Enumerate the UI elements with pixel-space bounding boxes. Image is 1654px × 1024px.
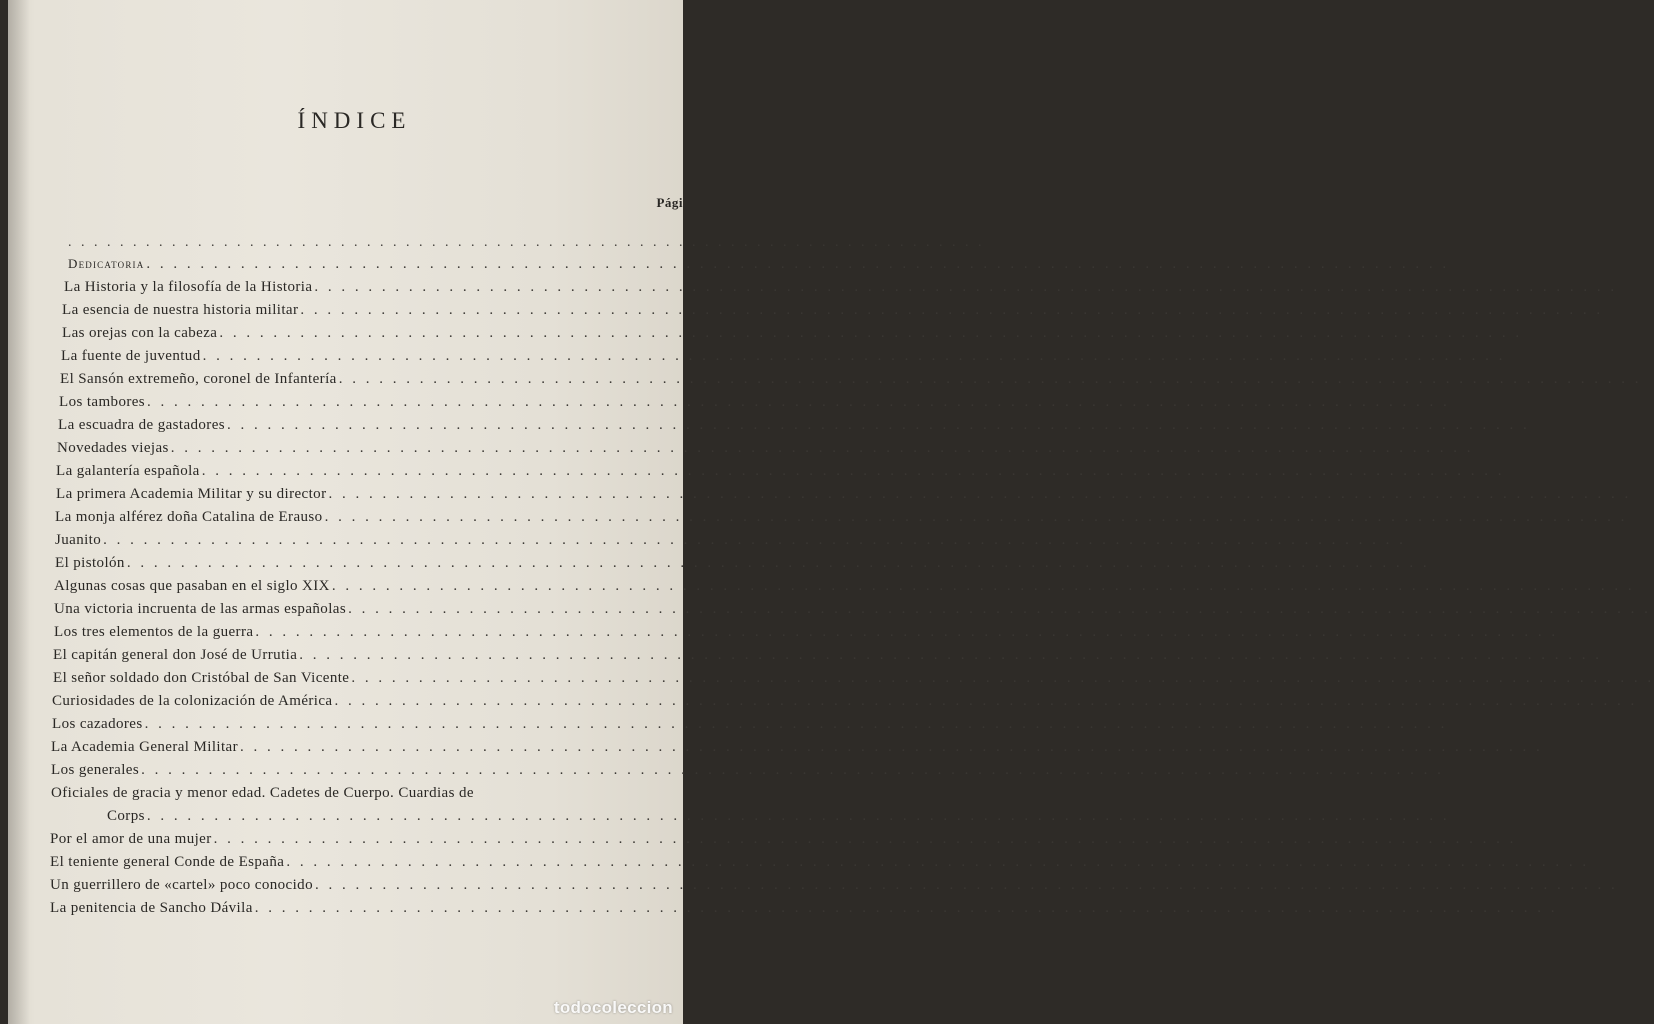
leader-dots bbox=[219, 324, 1522, 342]
leader-dots bbox=[286, 853, 1589, 871]
leader-dots bbox=[127, 554, 1430, 572]
leader-dots bbox=[255, 899, 1558, 917]
leader-dots bbox=[147, 393, 1450, 411]
index-entry bbox=[8, 618, 683, 641]
index-entry bbox=[8, 848, 683, 871]
index-entry-label: Corps bbox=[107, 808, 145, 824]
index-entry-label: Los generales bbox=[51, 762, 140, 778]
leader-dots bbox=[147, 807, 1450, 825]
index-entry-label: La fuente de juventud bbox=[61, 348, 201, 364]
leader-dots-row: . . . . . . . . . . . . . . . . . . . . . . . . . . . . . . . . . . . . . . . . . . . . . . . . . . . . . . . . . . . . . . . . . . . . . . . bbox=[68, 235, 985, 250]
leader-dots bbox=[145, 715, 1448, 733]
index-entry bbox=[8, 710, 683, 733]
leader-dots bbox=[325, 508, 1628, 526]
leader-dots bbox=[348, 600, 1651, 618]
page-column-label: Pági bbox=[656, 195, 683, 210]
leader-dots bbox=[299, 646, 1602, 664]
leader-dots bbox=[351, 669, 1654, 687]
leader-dots bbox=[314, 278, 1617, 296]
index-entry-label: Dedicatoria bbox=[68, 256, 145, 271]
index-entry bbox=[8, 457, 683, 480]
index-entry-label: El capitán general don José de Urrutia bbox=[53, 647, 298, 663]
index-entry bbox=[8, 733, 683, 756]
index-entry-label: La Academia General Militar bbox=[51, 739, 238, 755]
index-entry-label: El señor soldado don Cristóbal de San Vicente bbox=[53, 670, 350, 686]
leader-dots bbox=[203, 347, 1506, 365]
index-entry-label: La escuadra de gastadores bbox=[58, 417, 226, 433]
index-entry bbox=[8, 825, 683, 848]
leader-dots bbox=[300, 301, 1603, 319]
index-entry bbox=[8, 779, 683, 802]
index-entry-label: Un guerrillero de «cartel» poco conocido bbox=[50, 877, 313, 893]
index-entry bbox=[8, 411, 683, 434]
index-entry-label: El pistolón bbox=[55, 555, 125, 571]
index-entry-label: Juanito bbox=[55, 532, 102, 548]
index-entry bbox=[8, 388, 683, 411]
index-entry bbox=[8, 319, 683, 342]
index-entry-label: La primera Academia Militar y su director bbox=[56, 486, 327, 502]
leader-dots bbox=[146, 255, 1449, 273]
index-entry-label: La Historia y la filosofía de la Historia bbox=[64, 279, 313, 295]
leader-dots bbox=[334, 692, 1637, 710]
index-entries bbox=[8, 250, 683, 917]
index-entry bbox=[8, 250, 683, 273]
index-entry bbox=[8, 365, 683, 388]
leader-dots bbox=[255, 623, 1558, 641]
index-entry bbox=[8, 434, 683, 457]
index-entry bbox=[8, 871, 683, 894]
leader-dots bbox=[332, 577, 1635, 595]
index-entry-label: Los tres elementos de la guerra bbox=[54, 624, 254, 640]
leader-dots bbox=[214, 830, 1517, 848]
index-entry bbox=[8, 595, 683, 618]
index-entry-label: Algunas cosas que pasaban en el siglo XIX bbox=[54, 578, 330, 594]
leader-dots bbox=[240, 738, 1543, 756]
index-entry-label: Las orejas con la cabeza bbox=[62, 325, 218, 341]
index-entry bbox=[8, 802, 683, 825]
index-entry bbox=[8, 894, 683, 917]
book-page bbox=[8, 0, 985, 1024]
index-entry-label: El Sansón extremeño, coronel de Infantería bbox=[60, 371, 337, 387]
leader-dots bbox=[315, 876, 1618, 894]
leader-dots bbox=[202, 462, 1505, 480]
index-entry-label: Una victoria incruenta de las armas españolas bbox=[54, 601, 347, 617]
index-entry bbox=[8, 342, 683, 365]
index-entry-label: Novedades viejas bbox=[57, 440, 169, 456]
leader-dots bbox=[103, 531, 1406, 549]
watermark-logo: todocoleccion bbox=[553, 998, 673, 1017]
index-entry bbox=[8, 641, 683, 664]
index-entry-label: Curiosidades de la colonización de América bbox=[52, 693, 333, 709]
index-entry-label: La penitencia de Sancho Dávila bbox=[50, 900, 253, 916]
leader-dots bbox=[141, 761, 1444, 779]
leader-dots bbox=[171, 439, 1474, 457]
index-entry bbox=[8, 296, 683, 319]
index-entry bbox=[8, 572, 683, 595]
index-entry bbox=[8, 480, 683, 503]
leader-dots bbox=[339, 370, 1642, 388]
index-entry-label: La monja alférez doña Catalina de Erauso bbox=[55, 509, 323, 525]
index-entry bbox=[8, 664, 683, 687]
leader-dots bbox=[227, 416, 1530, 434]
index-entry-label: La esencia de nuestra historia militar bbox=[62, 302, 299, 318]
leader-dots bbox=[328, 485, 1631, 503]
index-entry-label: Por el amor de una mujer bbox=[50, 831, 212, 847]
page-title: ÍNDICE bbox=[297, 108, 412, 133]
index-entry-label: Los tambores bbox=[59, 394, 146, 410]
index-entry bbox=[8, 526, 683, 549]
index-entry-label: El teniente general Conde de España bbox=[50, 854, 285, 870]
index-entry bbox=[8, 503, 683, 526]
index-entry bbox=[8, 549, 683, 572]
index-entry-label: La galantería española bbox=[56, 463, 200, 479]
index-entry-label: Oficiales de gracia y menor edad. Cadetes de Cuerpo. Cuardias de bbox=[51, 785, 474, 801]
index-entry bbox=[8, 756, 683, 779]
index-entry-label: Los cazadores bbox=[52, 716, 143, 732]
index-entry bbox=[8, 687, 683, 710]
index-entry bbox=[8, 273, 683, 296]
